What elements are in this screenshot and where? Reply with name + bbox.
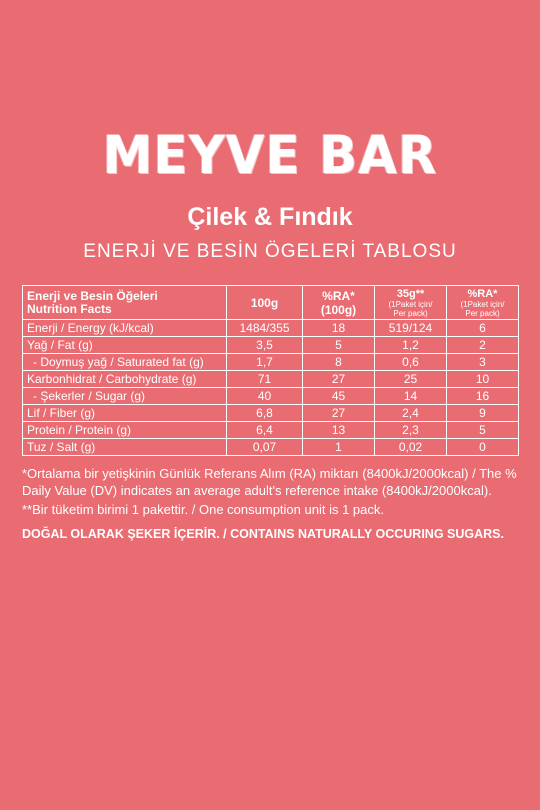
table-header-row [23, 286, 519, 320]
ra-per-pack: 3 [447, 354, 519, 371]
ra-100g: 45 [303, 388, 375, 405]
value-100g: 0,07 [227, 439, 303, 456]
table-row [23, 439, 519, 456]
ra-per-pack: 0 [447, 439, 519, 456]
ra-100g: 18 [303, 320, 375, 337]
header-nutrient-en: Nutrition Facts [27, 301, 112, 316]
nutrient-name: Enerji / Energy (kJ/kcal) [23, 320, 227, 337]
value-100g: 1,7 [227, 354, 303, 371]
header-per-pack-line1: 35g** [396, 287, 425, 300]
table-row [23, 388, 519, 405]
header-100g [227, 286, 303, 320]
ra-100g: 27 [303, 405, 375, 422]
ra-per-pack: 2 [447, 337, 519, 354]
header-100g-label: 100g [250, 295, 279, 310]
value-100g: 6,4 [227, 422, 303, 439]
ra-100g: 1 [303, 439, 375, 456]
footnote-reference-intake: *Ortalama bir yetişkinin Günlük Referans Alım (RA) miktarı (8400kJ/2000kcal) / The % Daily Value (DV) indicates an average adult's reference intake (8400kJ/2000kcal). [22, 466, 517, 498]
ra-100g: 8 [303, 354, 375, 371]
nutrient-name: Lif / Fiber (g) [23, 405, 227, 422]
table-row [23, 422, 519, 439]
value-per-pack: 519/124 [375, 320, 447, 337]
ra-per-pack: 6 [447, 320, 519, 337]
header-nutrient [23, 286, 227, 320]
nutrient-name: - Şekerler / Sugar (g) [23, 388, 227, 405]
value-100g: 1484/355 [227, 320, 303, 337]
header-ra-100g-line1: %RA* [322, 288, 355, 303]
value-per-pack: 2,3 [375, 422, 447, 439]
value-per-pack: 25 [375, 371, 447, 388]
table-title: ENERJİ VE BESİN ÖGELERİ TABLOSU [83, 241, 457, 262]
ra-per-pack: 5 [447, 422, 519, 439]
flavor-title: Çilek & Fındık [187, 203, 353, 231]
value-100g: 71 [227, 371, 303, 388]
header-ra-100g-line2: (100g) [320, 302, 357, 317]
nutrient-name: Karbonhidrat / Carbohydrate (g) [23, 371, 227, 388]
nutrient-name: Protein / Protein (g) [23, 422, 227, 439]
table-row [23, 371, 519, 388]
brand-logo: MEYVE BAR [102, 124, 438, 186]
header-ra-per-pack-line3: Per pack) [465, 308, 500, 318]
value-per-pack: 14 [375, 388, 447, 405]
header-ra-100g [303, 286, 375, 320]
table-row [23, 405, 519, 422]
nutrition-table [22, 285, 519, 456]
value-100g: 6,8 [227, 405, 303, 422]
header-ra-per-pack-line1: %RA* [467, 287, 498, 300]
header-ra-per-pack-line2: (1Paket için/ [460, 299, 505, 309]
ra-per-pack: 9 [447, 405, 519, 422]
table-row [23, 320, 519, 337]
ra-100g: 27 [303, 371, 375, 388]
value-per-pack: 0,6 [375, 354, 447, 371]
nutrient-name: - Doymuş yağ / Saturated fat (g) [23, 354, 227, 371]
header-ra-per-pack [447, 286, 519, 320]
footnote-consumption-unit: **Bir tüketim birimi 1 pakettir. / One consumption unit is 1 pack. [22, 502, 384, 517]
value-per-pack: 0,02 [375, 439, 447, 456]
header-nutrient-tr: Enerji ve Besin Öğeleri [27, 288, 158, 303]
ra-per-pack: 10 [447, 371, 519, 388]
table-row [23, 354, 519, 371]
sugar-claim: DOĞAL OLARAK ŞEKER İÇERİR. / CONTAINS NATURALLY OCCURING SUGARS. [22, 527, 504, 541]
header-per-pack [375, 286, 447, 320]
ra-per-pack: 16 [447, 388, 519, 405]
table-row [23, 337, 519, 354]
ra-100g: 5 [303, 337, 375, 354]
nutrient-name: Yağ / Fat (g) [23, 337, 227, 354]
value-per-pack: 2,4 [375, 405, 447, 422]
value-100g: 3,5 [227, 337, 303, 354]
header-per-pack-line3: Per pack) [393, 308, 428, 318]
value-100g: 40 [227, 388, 303, 405]
header-per-pack-line2: (1Paket için/ [388, 299, 433, 309]
nutrient-name: Tuz / Salt (g) [23, 439, 227, 456]
ra-100g: 13 [303, 422, 375, 439]
value-per-pack: 1,2 [375, 337, 447, 354]
